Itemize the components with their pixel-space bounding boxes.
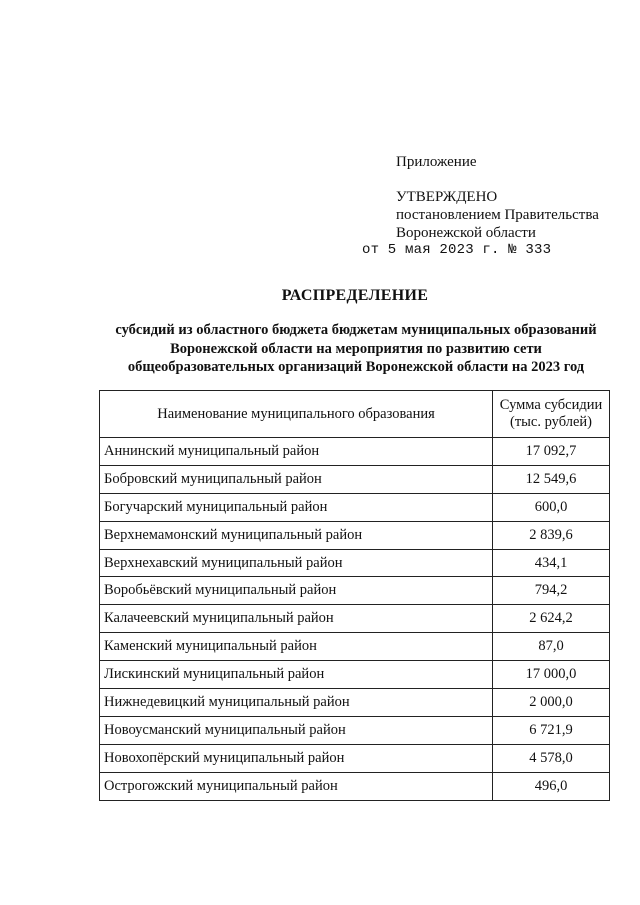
- municipality-name: Лискинский муниципальный район: [100, 661, 493, 689]
- subsidy-amount: 4 578,0: [493, 744, 610, 772]
- municipality-name: Калачеевский муниципальный район: [100, 605, 493, 633]
- subtitle-line: общеобразовательных организаций Воронежской области на 2023 год: [127, 359, 585, 375]
- subsidy-amount: 794,2: [493, 577, 610, 605]
- table-row: [100, 577, 610, 605]
- subsidy-amount: 6 721,9: [493, 716, 610, 744]
- subsidy-amount: 17 000,0: [493, 661, 610, 689]
- decree-date-number: от 5 мая 2023 г. № 333: [362, 242, 552, 258]
- document-title: РАСПРЕДЕЛЕНИЕ: [281, 287, 429, 304]
- subsidy-amount: 2 000,0: [493, 689, 610, 717]
- municipality-name: Острогожский муниципальный район: [100, 772, 493, 800]
- subsidy-amount: 434,1: [493, 549, 610, 577]
- subsidy-amount: 600,0: [493, 493, 610, 521]
- table-row: [100, 716, 610, 744]
- approved-label: УТВЕРЖДЕНО: [396, 189, 498, 205]
- municipality-name: Нижнедевицкий муниципальный район: [100, 689, 493, 717]
- table-row: [100, 744, 610, 772]
- municipality-name: Богучарский муниципальный район: [100, 493, 493, 521]
- appendix-label: Приложение: [396, 154, 477, 170]
- subsidy-amount: 17 092,7: [493, 438, 610, 466]
- table-row: [100, 493, 610, 521]
- municipality-name: Верхнемамонский муниципальный район: [100, 521, 493, 549]
- subsidy-amount: 2 839,6: [493, 521, 610, 549]
- column-header-sum-unit: (тыс. рублей): [510, 414, 592, 430]
- table-row: [100, 772, 610, 800]
- document-subtitle: [96, 321, 616, 377]
- table-header-row: [100, 391, 610, 438]
- table-row: [100, 465, 610, 493]
- table-row: [100, 438, 610, 466]
- municipality-name: Каменский муниципальный район: [100, 633, 493, 661]
- subtitle-line: субсидий из областного бюджета бюджетам муниципальных образований: [115, 322, 597, 338]
- municipality-name: Аннинский муниципальный район: [100, 438, 493, 466]
- municipality-name: Новоусманский муниципальный район: [100, 716, 493, 744]
- subsidy-table: [99, 390, 610, 801]
- subsidy-amount: 12 549,6: [493, 465, 610, 493]
- table-row: [100, 521, 610, 549]
- table-row: [100, 549, 610, 577]
- table-row: [100, 689, 610, 717]
- municipality-name: Воробьёвский муниципальный район: [100, 577, 493, 605]
- table-row: [100, 661, 610, 689]
- approved-region-line: Воронежской области: [396, 225, 536, 241]
- subsidy-amount: 496,0: [493, 772, 610, 800]
- approved-by-line: постановлением Правительства: [396, 207, 599, 223]
- subsidy-amount: 2 624,2: [493, 605, 610, 633]
- municipality-name: Бобровский муниципальный район: [100, 465, 493, 493]
- table-row: [100, 605, 610, 633]
- subsidy-amount: 87,0: [493, 633, 610, 661]
- municipality-name: Новохопёрский муниципальный район: [100, 744, 493, 772]
- approval-block: [396, 188, 599, 242]
- municipality-name: Верхнехавский муниципальный район: [100, 549, 493, 577]
- column-header-sum: [493, 391, 610, 438]
- subtitle-line: Воронежской области на мероприятия по развитию сети: [170, 340, 542, 357]
- column-header-name: Наименование муниципального образования: [100, 391, 493, 438]
- column-header-sum-line: Сумма субсидии: [499, 397, 603, 413]
- table-row: [100, 633, 610, 661]
